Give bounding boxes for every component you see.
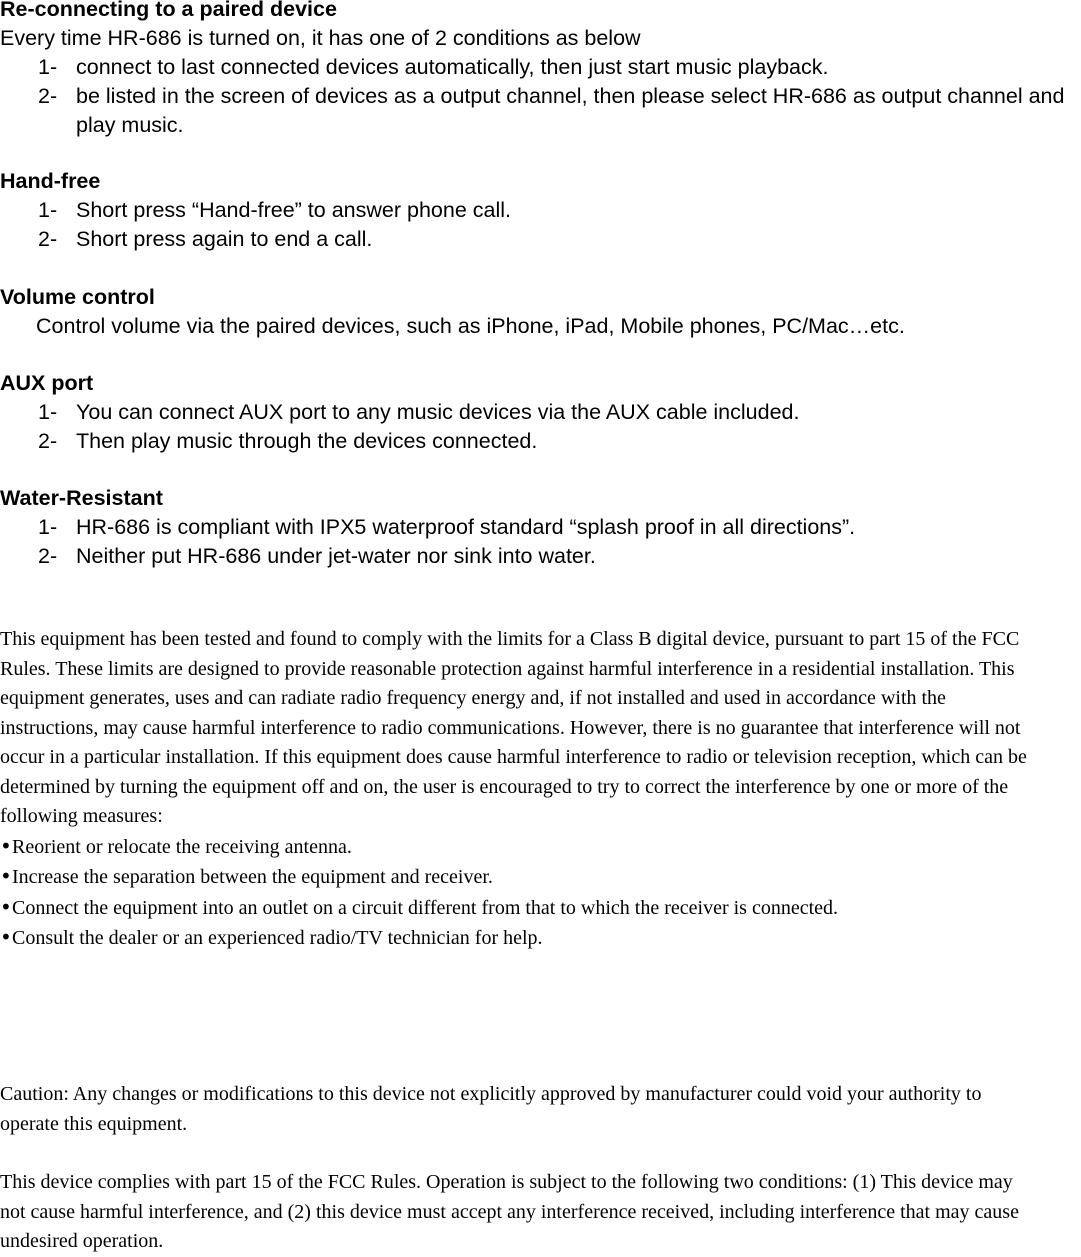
fcc-bullet-text: Connect the equipment into an outlet on a circuit different from that to which the receiver is connected.: [12, 896, 839, 919]
list-item: [0, 225, 1081, 254]
fcc-bullet-list: [0, 832, 1031, 954]
fcc-bullet-item: [0, 923, 1031, 954]
bullet-icon: •: [0, 894, 12, 919]
section-heading: Volume control: [0, 285, 155, 309]
list-number: 1-: [38, 198, 58, 222]
fcc-bullet-item: [0, 862, 1031, 893]
list-item: [0, 53, 1081, 82]
numbered-list: [0, 513, 1081, 571]
section-intro: Every time HR-686 is turned on, it has one of 2 conditions as below: [0, 26, 641, 50]
section-hand-free: [0, 167, 1081, 254]
list-number: 2-: [38, 544, 58, 568]
caution-text: Caution: Any changes or modifications to this device not explicitly approved by manufacturer could void your authority to operate this equipment.: [0, 1083, 982, 1135]
fcc-bullet-text: Increase the separation between the equipment and receiver.: [12, 866, 493, 888]
list-number: 1-: [38, 515, 58, 539]
bullet-icon: •: [0, 833, 12, 858]
list-number: 2-: [38, 227, 58, 251]
numbered-list: [0, 398, 1081, 456]
section-heading: Hand-free: [0, 169, 101, 193]
list-item-text: Short press “Hand-free” to answer phone call.: [76, 198, 511, 222]
fcc-bullet-item: [0, 832, 1031, 863]
list-item-text: connect to last connected devices automatically, then just start music playback.: [76, 55, 829, 79]
fcc-compliance: [0, 1168, 1031, 1257]
numbered-list: [0, 196, 1081, 254]
fcc-paragraph: This equipment has been tested and found to comply with the limits for a Class B digital device, pursuant to part 15 of the FCC Rules. These limits are designed to provide reasonable protection against harmful interference in a residential installation. This equipment generates, uses and can radiate radio frequency energy and, if not installed and used in accordance with the instructions, may cause harmful interference to radio communications. However, there is no guarantee that interference will not occur in a particular installation. If this equipment does cause harmful interference to radio or television reception, which can be determined by turning the equipment off and on, the user is encouraged to try to correct the interference by one or more of the following measures:: [0, 628, 1027, 827]
section-reconnecting: [0, 0, 1081, 140]
list-number: 2-: [38, 429, 58, 453]
section-aux-port: [0, 369, 1081, 456]
section-water-resistant: [0, 484, 1081, 571]
numbered-list: [0, 53, 1081, 140]
list-item-text: Then play music through the devices connected.: [76, 429, 538, 453]
list-item: [0, 513, 1081, 542]
list-item: [0, 196, 1081, 225]
section-volume-control: [0, 283, 1081, 341]
list-item-text: Neither put HR-686 under jet-water nor sink into water.: [76, 544, 596, 568]
list-item: [0, 82, 1081, 140]
section-heading: Water-Resistant: [0, 486, 163, 510]
list-item: [0, 398, 1081, 427]
section-heading: AUX port: [0, 371, 94, 395]
fcc-bullet-text: Reorient or relocate the receiving antenna.: [12, 835, 352, 858]
section-body: Control volume via the paired devices, such as iPhone, iPad, Mobile phones, PC/Mac…etc.: [36, 314, 905, 338]
list-item-text: Short press again to end a call.: [76, 227, 373, 251]
fcc-statement: [0, 625, 1031, 954]
compliance-text: This device complies with part 15 of the FCC Rules. Operation is subject to the following two conditions: (1) This device may not cause harmful interference, and (2) this device must accept any interference received, including interference that may cause undesired operation.: [0, 1171, 1019, 1252]
fcc-caution: [0, 1080, 1031, 1139]
list-item: [0, 542, 1081, 571]
list-number: 1-: [38, 400, 58, 424]
fcc-bullet-text: Consult the dealer or an experienced radio/TV technician for help.: [12, 927, 543, 949]
list-item-text: You can connect AUX port to any music devices via the AUX cable included.: [76, 400, 800, 424]
bullet-icon: •: [0, 864, 12, 888]
list-number: 1-: [38, 55, 58, 79]
section-heading: Re-connecting to a paired device: [0, 0, 337, 21]
fcc-bullet-item: [0, 893, 1031, 924]
list-number: 2-: [38, 84, 58, 108]
bullet-icon: •: [0, 925, 12, 949]
list-item-text: HR-686 is compliant with IPX5 waterproof standard “splash proof in all directions”.: [76, 515, 856, 539]
list-item: [0, 427, 1081, 456]
list-item-text: be listed in the screen of devices as a output channel, then please select HR-686 as output channel and play music.: [76, 84, 1065, 137]
